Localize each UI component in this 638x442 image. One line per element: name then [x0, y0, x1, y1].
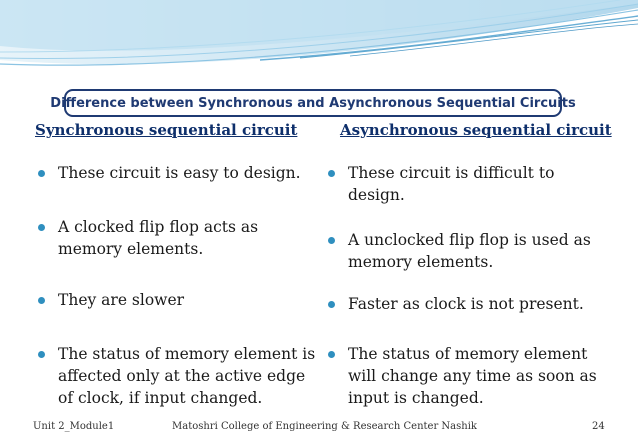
bullet-text: A clocked flip flop acts as memory elements.	[58, 218, 259, 258]
right-bullet-1	[328, 162, 578, 206]
bullet-dot-icon	[328, 301, 335, 308]
header-wave-decoration	[0, 0, 638, 82]
left-bullet-1	[38, 162, 308, 184]
right-column-heading: Asynchronous sequential circuit	[340, 121, 612, 139]
bullet-text: Faster as clock is not present.	[348, 295, 584, 313]
bullet-dot-icon	[328, 237, 335, 244]
bullet-dot-icon	[38, 351, 45, 358]
bullet-dot-icon	[328, 351, 335, 358]
slide-title: Difference between Synchronous and Asynchronous Sequential Circuits	[64, 89, 562, 117]
right-bullet-2	[328, 229, 608, 273]
left-bullet-2	[38, 216, 268, 260]
footer-page-number: 24	[592, 421, 605, 432]
left-column-heading: Synchronous sequential circuit	[35, 121, 298, 139]
right-bullet-4	[328, 343, 598, 409]
footer-institution: Matoshri College of Engineering & Research Center Nashik	[172, 421, 477, 432]
bullet-dot-icon	[38, 170, 45, 177]
bullet-dot-icon	[38, 224, 45, 231]
bullet-text: These circuit is difficult to design.	[348, 164, 555, 204]
bullet-text: A unclocked flip flop is used as memory elements.	[348, 231, 591, 271]
bullet-dot-icon	[38, 297, 45, 304]
bullet-text: The status of memory element will change any time as soon as input is changed.	[348, 345, 597, 407]
footer-unit: Unit 2_Module1	[33, 421, 115, 432]
bullet-dot-icon	[328, 170, 335, 177]
bullet-text: These circuit is easy to design.	[58, 164, 301, 182]
bullet-text: They are slower	[58, 291, 185, 309]
left-bullet-4	[38, 343, 318, 409]
bullet-text: The status of memory element is affected only at the active edge of clock, if input changed.	[58, 345, 316, 407]
left-bullet-3	[38, 289, 308, 311]
right-bullet-3	[328, 293, 608, 315]
